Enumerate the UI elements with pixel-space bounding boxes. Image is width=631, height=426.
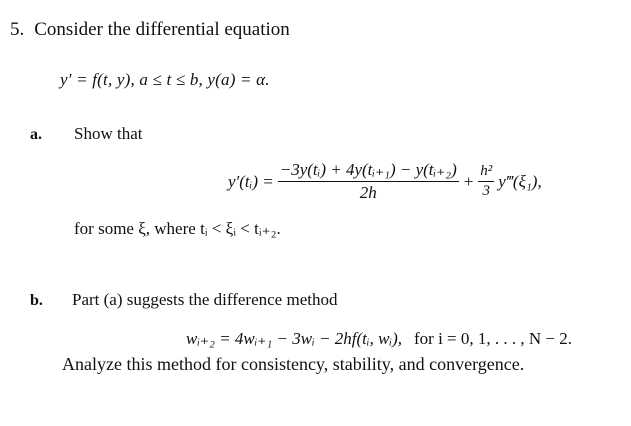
coefficient-numerator: h² <box>478 163 494 182</box>
part-a-formula <box>228 160 542 203</box>
error-term: y‴(ξ₁), <box>498 171 542 191</box>
part-a-intro: Show that <box>74 124 143 143</box>
difference-fraction <box>278 160 459 203</box>
difference-method <box>186 329 572 349</box>
coefficient-fraction <box>478 163 494 200</box>
method-range: for i = 0, 1, . . . , N − 2. <box>414 329 573 348</box>
part-b-intro: Part (a) suggests the difference method <box>72 290 338 309</box>
problem-number: 5. <box>10 19 25 40</box>
part-b-label: b. <box>30 292 43 309</box>
method-equation: wᵢ₊₂ = 4wᵢ₊₁ − 3wᵢ − 2hf(tᵢ, wᵢ), <box>186 329 403 348</box>
part-b-task: Analyze this method for consistency, stability, and convergence. <box>62 354 525 374</box>
coefficient-denominator: 3 <box>482 183 490 199</box>
problem-text: Consider the differential equation <box>34 19 290 40</box>
part-a-label: a. <box>30 126 42 143</box>
fraction-numerator: −3y(tᵢ) + 4y(tᵢ₊₁) − y(tᵢ₊₂) <box>278 160 459 182</box>
formula-lhs: y′(tᵢ) = <box>228 171 274 191</box>
ode-equation: y′ = f(t, y), a ≤ t ≤ b, y(a) = α. <box>60 70 270 89</box>
problem-statement <box>10 19 290 41</box>
fraction-denominator: 2h <box>359 183 377 202</box>
plus-sign: + <box>462 171 475 191</box>
part-a-condition: for some ξ, where tᵢ < ξᵢ < tᵢ₊₂. <box>74 219 281 238</box>
